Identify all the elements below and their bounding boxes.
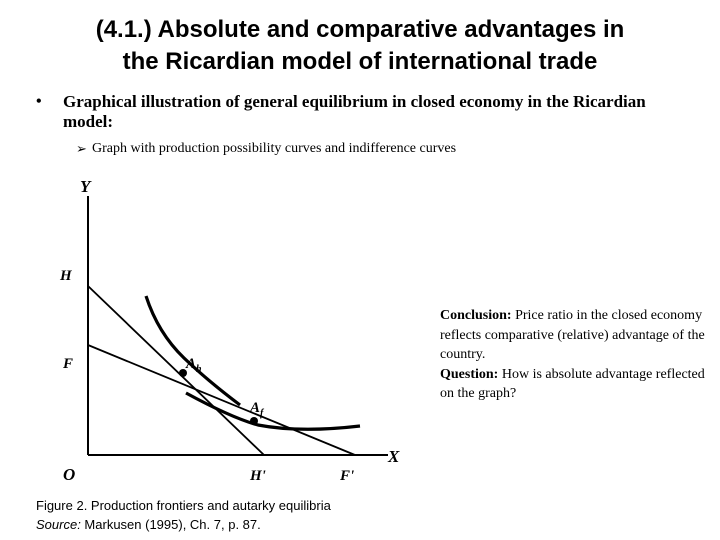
point-f-prime-label: F' — [340, 468, 355, 484]
home-equilibrium-label — [185, 356, 202, 375]
source-text: Markusen (1995), Ch. 7, p. 87. — [80, 517, 261, 532]
figure-caption — [36, 496, 596, 534]
conclusion-text: Price ratio in the closed economy reflects comparative (relative) advantage of the country. — [440, 308, 705, 362]
title-line-1: (4.1.) Absolute and comparative advantages in — [95, 16, 625, 43]
home-eq-base: A — [186, 356, 197, 372]
foreign-eq-sub: f — [260, 408, 264, 419]
home-production-frontier — [88, 286, 264, 455]
point-h-prime-label: H' — [250, 468, 266, 484]
bullet-text: Graphical illustration of general equilibrium in closed economy in the Ricardian model: — [63, 92, 646, 131]
foreign-equilibrium-point — [250, 417, 258, 425]
foreign-eq-base: A — [250, 400, 261, 416]
source-line — [36, 515, 596, 534]
title-line-2: the Ricardian model of international trade — [122, 48, 598, 75]
foreign-equilibrium-label — [249, 400, 265, 419]
point-h-label: H — [60, 268, 72, 284]
conclusion-label: Conclusion: — [440, 308, 512, 323]
home-eq-sub: h — [196, 364, 202, 375]
y-axis-label: Y — [80, 177, 91, 196]
sub-bullet-text: Graph with production possibility curves and indifference curves — [92, 141, 457, 156]
x-axis-label: X — [388, 447, 400, 466]
origin-label: O — [63, 465, 76, 484]
arrow-bullet-icon: ➢ — [76, 141, 87, 156]
foreign-indifference-curve — [186, 393, 360, 429]
question-label: Question: — [440, 366, 502, 382]
figure-line: Figure 2. Production frontiers and autarky equilibria — [36, 498, 331, 513]
point-f-label: F — [63, 356, 74, 372]
conclusion-box — [440, 306, 710, 404]
question-text: How is absolute advantage reflected on the graph? — [440, 366, 705, 401]
bullet-dot-icon: • — [36, 93, 42, 110]
foreign-production-frontier — [88, 345, 355, 455]
source-label: Source: — [36, 517, 81, 532]
